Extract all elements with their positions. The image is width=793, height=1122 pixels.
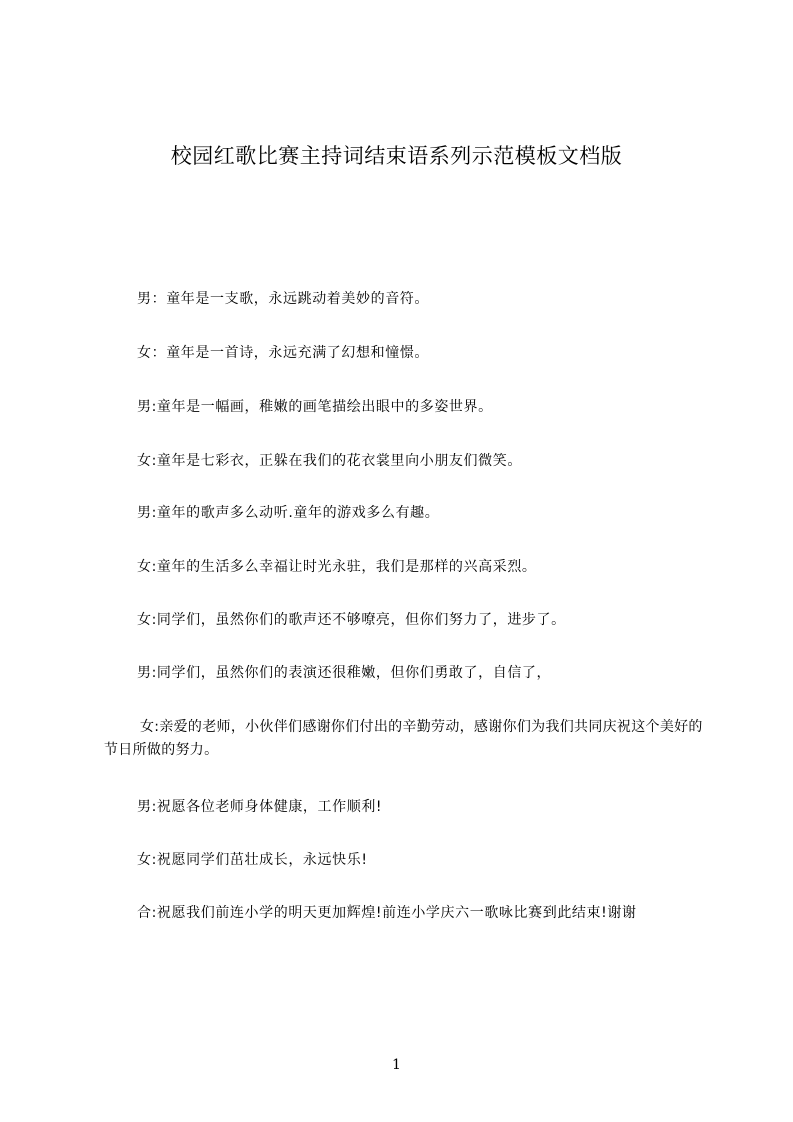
paragraph-9: 女:亲爱的老师，小伙伴们感谢你们付出的辛勤劳动，感谢你们为我们共同庆祝这个美好的节日所做的努力。 bbox=[104, 719, 703, 758]
paragraph-2: 女：童年是一首诗，永远充满了幻想和憧憬。 bbox=[137, 345, 429, 361]
paragraph-4: 女:童年是七彩衣，正躲在我们的花衣裳里向小朋友们微笑。 bbox=[137, 453, 522, 469]
paragraph-6: 女:童年的生活多么幸福让时光永驻，我们是那样的兴高采烈。 bbox=[137, 559, 537, 575]
paragraph-10: 男:祝愿各位老师身体健康，工作顺利! bbox=[137, 799, 383, 815]
paragraph-7: 女:同学们，虽然你们的歌声还不够嘹亮，但你们努力了，进步了。 bbox=[137, 612, 566, 628]
paragraph-8: 男:同学们，虽然你们的表演还很稚嫩，但你们勇敢了，自信了， bbox=[137, 665, 552, 681]
page-number: 1 bbox=[392, 1057, 401, 1073]
paragraph-3: 男:童年是一幅画，稚嫩的画笔描绘出眼中的多姿世界。 bbox=[137, 399, 493, 415]
paragraph-12: 合:祝愿我们前连小学的明天更加辉煌!前连小学庆六一歌咏比赛到此结束!谢谢 bbox=[137, 905, 637, 921]
paragraph-11: 女:祝愿同学们茁壮成长，永远快乐! bbox=[137, 852, 368, 868]
paragraph-5: 男:童年的歌声多么动听.童年的游戏多么有趣。 bbox=[137, 505, 440, 521]
document-title: 校园红歌比赛主持词结束语系列示范模板文档版 bbox=[170, 144, 623, 168]
paragraph-1: 男：童年是一支歌，永远跳动着美妙的音符。 bbox=[137, 291, 429, 307]
